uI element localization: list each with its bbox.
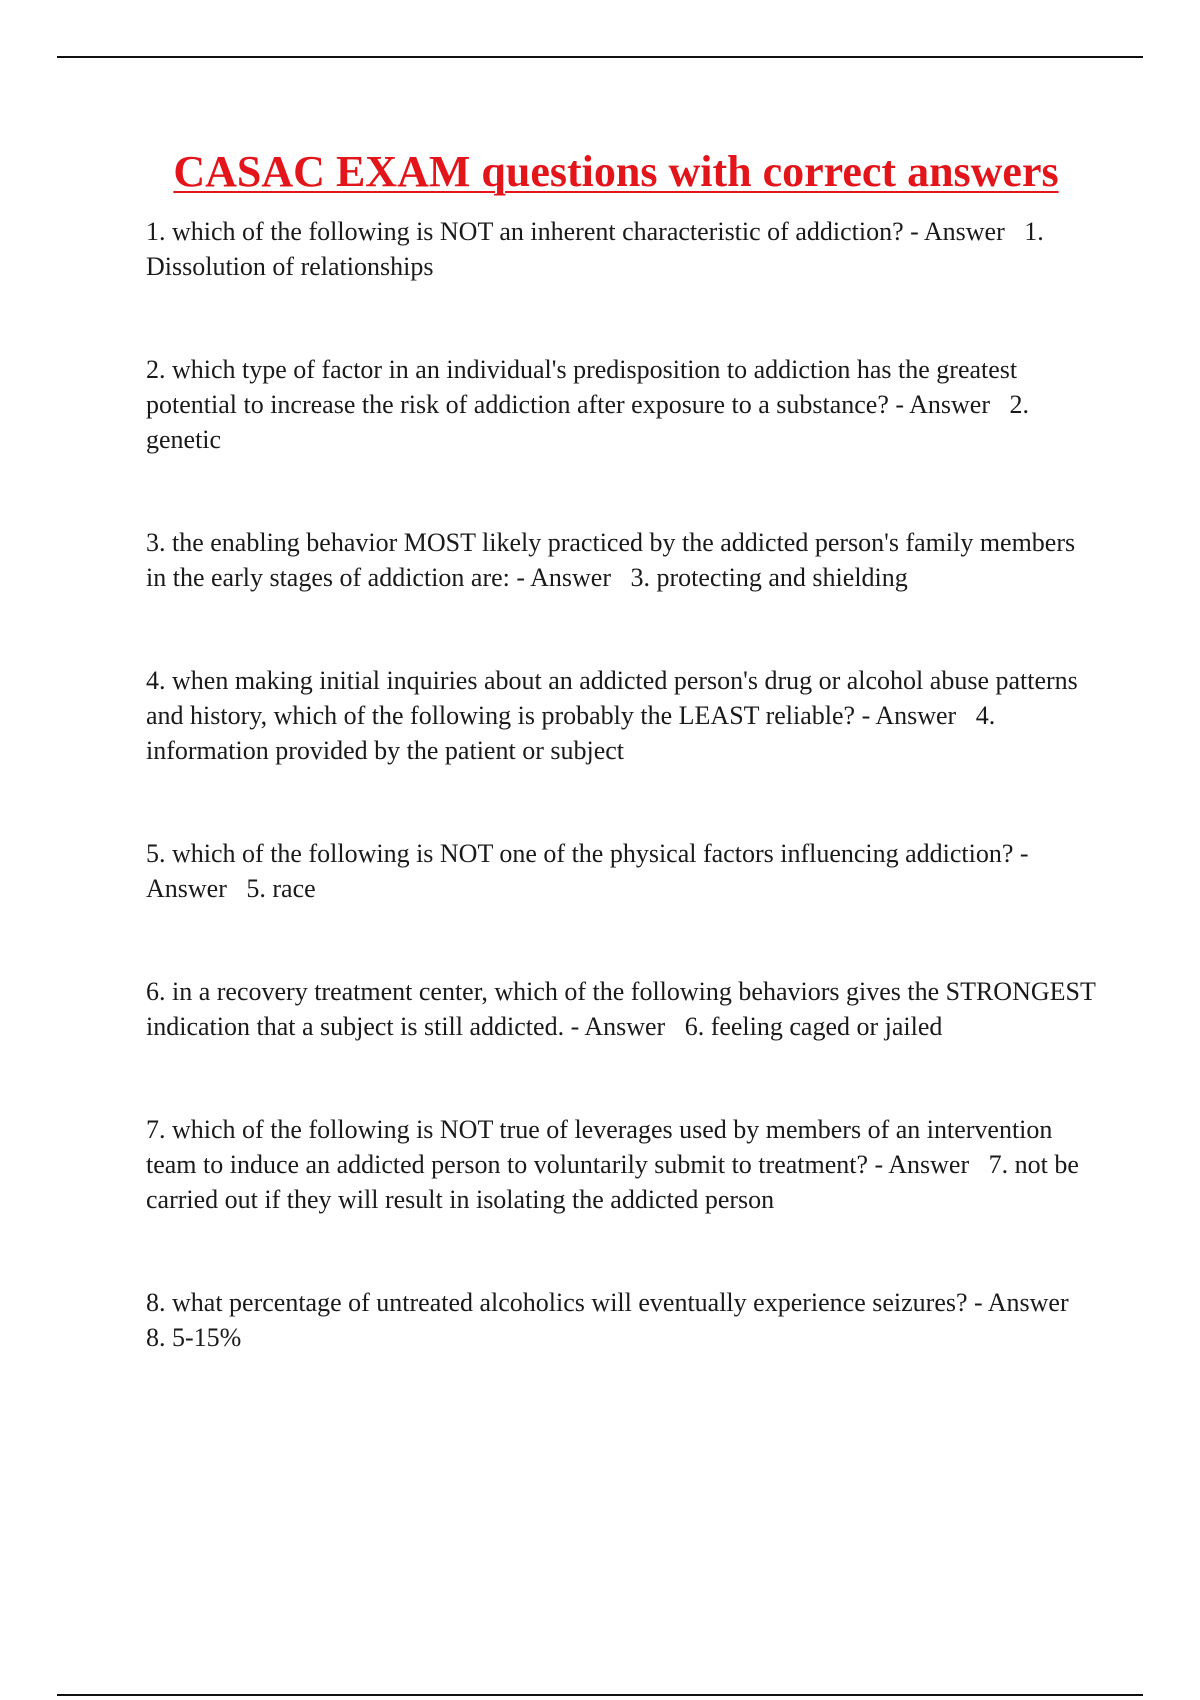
- answer-text: 4. information provided by the patient or subject: [146, 701, 1002, 765]
- question-text: 5. which of the following is NOT one of the physical factors influencing addiction?: [146, 839, 1014, 868]
- answer-separator: -: [1013, 839, 1034, 868]
- qa-item-5: [146, 836, 1101, 906]
- answer-label: Answer: [923, 217, 1005, 246]
- answer-label: Answer: [584, 1012, 666, 1041]
- answer-label: Answer: [530, 563, 611, 592]
- qa-item-6: [146, 974, 1101, 1044]
- answer-text: 7. not be carried out if they will result in isolating the addicted person: [146, 1150, 1086, 1214]
- answer-label: Answer: [909, 390, 991, 419]
- answer-separator: -: [903, 217, 924, 246]
- answer-separator: -: [509, 563, 531, 592]
- answer-text: 6. feeling caged or jailed: [684, 1012, 943, 1041]
- answer-label: Answer: [875, 701, 957, 730]
- question-list: [146, 214, 1101, 1423]
- footer-rule: [57, 1694, 1143, 1696]
- question-text: 8. what percentage of untreated alcoholics will eventually experience seizures?: [146, 1288, 968, 1317]
- qa-item-7: [146, 1112, 1101, 1217]
- answer-separator: -: [855, 701, 876, 730]
- question-text: 1. which of the following is NOT an inherent characteristic of addiction?: [146, 217, 904, 246]
- question-text: 4. when making initial inquiries about an addicted person's drug or alcohol abuse patterns and history, which of the following is probably the LEAST reliable?: [146, 666, 1085, 730]
- answer-label: Answer: [146, 874, 227, 903]
- answer-separator: -: [868, 1150, 889, 1179]
- header-rule: [57, 56, 1143, 58]
- answer-text: 1. Dissolution of relationships: [146, 217, 1051, 281]
- question-text: 7. which of the following is NOT true of leverages used by members of an intervention team to induce an addicted person to voluntarily submit to treatment?: [146, 1115, 1059, 1179]
- qa-item-8: [146, 1285, 1101, 1355]
- page-title: CASAC EXAM questions with correct answers: [173, 147, 1059, 196]
- question-text: 6. in a recovery treatment center, which of the following behaviors gives the STRONGEST indication that a subject is still addicted.: [146, 977, 1102, 1041]
- answer-label: Answer: [987, 1288, 1069, 1317]
- answer-text: 3. protecting and shielding: [630, 563, 908, 592]
- answer-separator: -: [967, 1288, 988, 1317]
- answer-text: 5. race: [246, 874, 316, 903]
- question-text: 3. the enabling behavior MOST likely practiced by the addicted person's family members in the early stages of addiction are:: [146, 528, 1082, 592]
- qa-item-4: [146, 663, 1101, 768]
- qa-item-3: [146, 525, 1101, 595]
- answer-label: Answer: [888, 1150, 970, 1179]
- answer-separator: -: [564, 1012, 585, 1041]
- answer-text: 2. genetic: [146, 390, 1036, 454]
- answer-text: 8. 5-15%: [146, 1323, 242, 1352]
- question-text: 2. which type of factor in an individual's predisposition to addiction has the greatest potential to increase the risk of addiction after exposure to a substance?: [146, 355, 1024, 419]
- qa-item-2: [146, 352, 1101, 457]
- qa-item-1: [146, 214, 1101, 284]
- answer-separator: -: [888, 390, 910, 419]
